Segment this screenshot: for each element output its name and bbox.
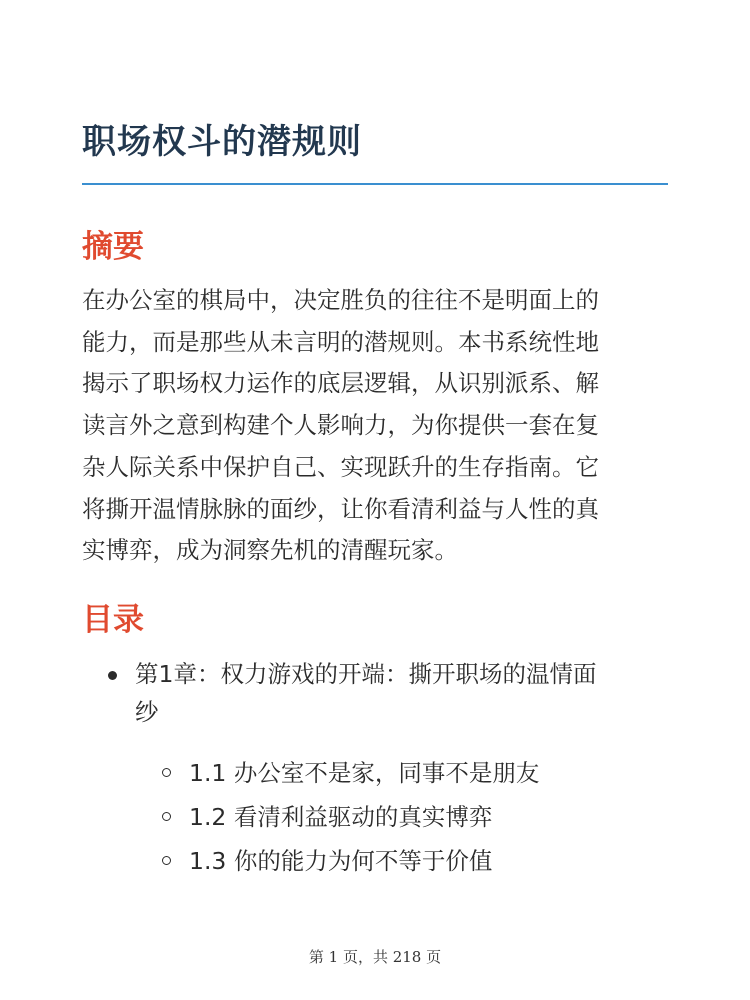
toc-section-list	[160, 751, 539, 883]
toc-section-item[interactable]	[160, 751, 539, 795]
abstract-line: 能力，而是那些从未言明的潜规则。本书系统性地	[82, 327, 599, 356]
toc-heading: 目录	[82, 602, 144, 638]
toc-chapter-line: 第1章：权力游戏的开端：撕开职场的温情面	[135, 660, 597, 688]
bullet-circle-icon	[162, 856, 171, 865]
bullet-circle-icon	[162, 768, 171, 777]
toc-section-label: 1.2 看清利益驱动的真实博弈	[189, 803, 493, 831]
abstract-heading: 摘要	[82, 229, 144, 265]
abstract-line: 将撕开温情脉脉的面纱，让你看清利益与人性的真	[82, 494, 599, 523]
page-number-footer: 第 1 页，共 218 页	[308, 948, 442, 966]
abstract-line: 揭示了职场权力运作的底层逻辑，从识别派系、解	[82, 369, 599, 398]
abstract-line: 读言外之意到构建个人影响力，为你提供一套在复	[82, 411, 599, 440]
abstract-line: 杂人际关系中保护自己、实现跃升的生存指南。它	[82, 452, 599, 481]
toc-section-item[interactable]	[160, 795, 539, 839]
toc-chapter-line: 纱	[135, 698, 159, 726]
document-title: 职场权斗的潜规则	[82, 122, 362, 162]
abstract-line: 在办公室的棋局中，决定胜负的往往不是明面上的	[82, 286, 599, 314]
toc-chapter-title	[135, 655, 665, 731]
abstract-line: 实博弈，成为洞察先机的清醒玩家。	[82, 536, 458, 565]
toc-section-label: 1.3 你的能力为何不等于价值	[189, 847, 493, 875]
toc-section-label: 1.1 办公室不是家，同事不是朋友	[189, 759, 540, 787]
bullet-disc-icon	[108, 671, 117, 680]
bullet-circle-icon	[162, 812, 171, 821]
toc-section-item[interactable]	[160, 839, 539, 883]
abstract-paragraph	[82, 280, 672, 572]
title-divider	[82, 183, 668, 185]
